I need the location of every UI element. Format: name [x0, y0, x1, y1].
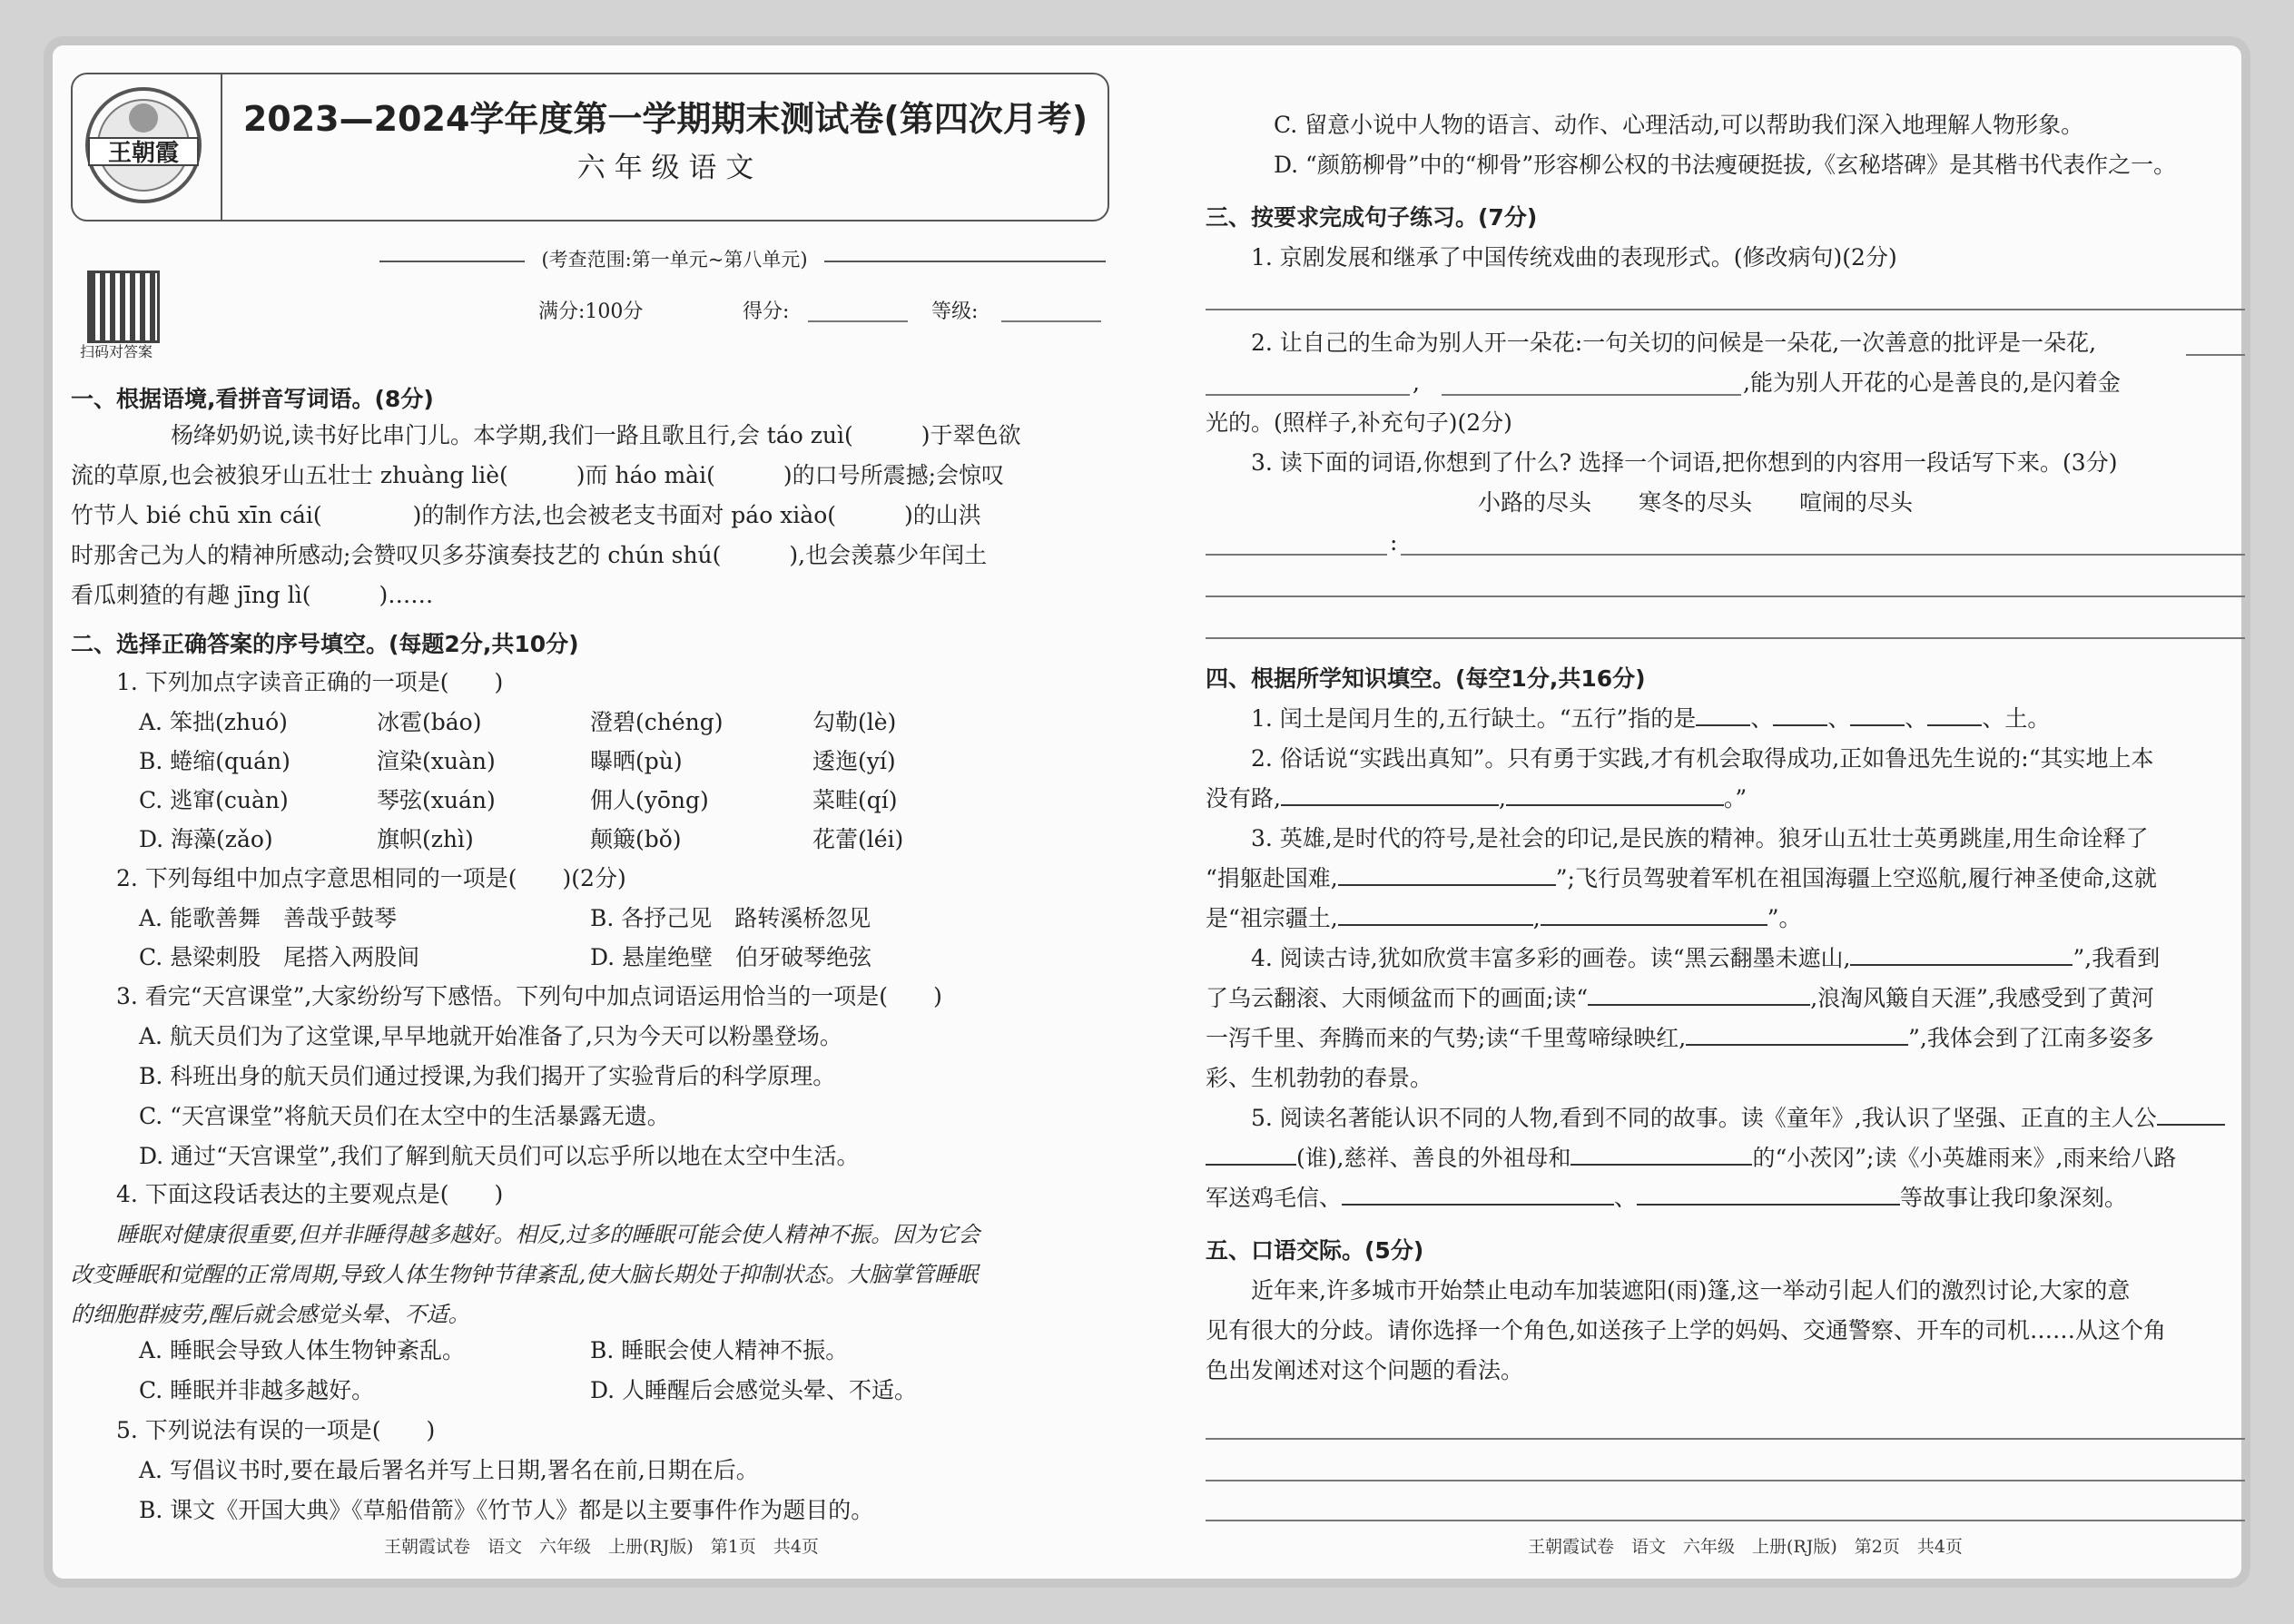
q1-item: C. 逃窜(cuàn) [139, 787, 289, 813]
sep: 、 [1827, 705, 1851, 732]
s3-q2-b: ,能为别人开花的心是善良的,是闪着金 [1743, 369, 2121, 396]
q5-option-b[interactable]: B. 课文《开国大典》《草船借箭》《竹节人》都是以主要事件作为题目的。 [139, 1497, 874, 1523]
s3-q2: 2. 让自己的生命为别人开一朵花:一句关切的问候是一朵花,一次善意的批评是一朵花, [1251, 330, 2097, 356]
continued-options [1274, 105, 2176, 185]
blank[interactable] [1637, 1184, 1900, 1206]
s1-line: 流的草原,也会被狼牙山五壮士 zhuàng liè( )而 háo mài( )的口号所震撼;会惊叹 [71, 462, 1005, 488]
blank[interactable] [1686, 1024, 1908, 1046]
q3-option-b[interactable]: B. 科班出身的航天员们通过授课,为我们揭开了实验背后的科学原理。 [139, 1063, 836, 1089]
s4-q5-end: 等故事让我印象深刻。 [1900, 1185, 2128, 1211]
s3-q2-blank[interactable] [1442, 394, 1741, 396]
s4-q4-text: 4. 阅读古诗,犹如欣赏丰富多彩的画卷。读“黑云翻墨未遮山, [1251, 945, 1851, 971]
s4-q5-text: 5. 阅读名著能认识不同的人物,看到不同的故事。读《童年》,我认识了坚强、正直的主人公 [1251, 1105, 2157, 1131]
q1-option-row[interactable] [139, 703, 1137, 742]
q3-option-d[interactable]: D. 通过“天宫课堂”,我们了解到航天员们可以忘乎所以地在太空中生活。 [139, 1143, 860, 1169]
q1-item: 渲染(xuàn) [377, 748, 496, 774]
blank[interactable] [1338, 864, 1556, 886]
q4-option-c[interactable]: C. 睡眠并非越多越好。 [139, 1377, 375, 1403]
s4-q1 [1251, 699, 2050, 739]
s3-q3-words [1478, 483, 1913, 523]
q4: 4. 下面这段话表达的主要观点是( ) [116, 1181, 504, 1207]
score-label: 得分: [743, 300, 790, 323]
s4-q3-b [1206, 859, 2157, 899]
s4-q5 [1251, 1098, 2225, 1138]
s4-q5-b [1206, 1138, 2176, 1178]
score-blank[interactable] [808, 320, 908, 322]
s4-q4-text: 了乌云翻滚、大雨倾盆而下的画面;读“ [1206, 985, 1589, 1011]
s4-q5-text: (谁),慈祥、善良的外祖母和 [1296, 1145, 1571, 1171]
s4-q2-end: 。” [1723, 785, 1748, 812]
q1-item: 勾勒(lè) [812, 709, 897, 735]
grade-label: 等级: [931, 300, 979, 323]
blank[interactable] [1281, 784, 1499, 806]
logo [80, 82, 207, 209]
s1-line: 杨绛奶奶说,读书好比串门儿。本学期,我们一路且歌且行,会 táo zuì( )于翠色欲 [171, 422, 1021, 448]
q3-option-c[interactable]: C. “天宫课堂”将航天员们在太空中的生活暴露无遗。 [139, 1103, 670, 1129]
q2-option-d[interactable]: D. 悬崖绝壁 伯牙破琴绝弦 [590, 944, 872, 970]
exam-sheet [44, 36, 2250, 1588]
s4-q5-d: 军送鸡毛信、 、 等故事让我印象深刻。 [1206, 1185, 2128, 1211]
colon: : [1390, 529, 1398, 556]
full-score: 满分:100分 [538, 300, 644, 323]
s4-q1-end: 土。 [2004, 705, 2051, 732]
s4-q3-text: 是“祖宗疆土, [1206, 905, 1338, 931]
blank[interactable] [1570, 1144, 1752, 1166]
q1-option-row[interactable] [139, 742, 1137, 781]
prev-option-d[interactable]: D. “颜筋柳骨”中的“柳骨”形容柳公权的书法瘦硬挺拔,《玄秘塔碑》是其楷书代表作之一。 [1274, 152, 2177, 178]
section-4-title: 四、根据所学知识填空。(每空1分,共16分) [1206, 665, 1646, 692]
s4-q2-text: 没有路, [1206, 785, 1281, 812]
q1-item: 花蕾(léi) [812, 826, 904, 852]
q4-option-b[interactable]: B. 睡眠会使人精神不振。 [590, 1337, 849, 1363]
s4-q3-d: 是“祖宗疆土, , ”。 [1206, 905, 1802, 931]
s3-q2-c: 光的。(照样子,补充句子)(2分) [1206, 409, 1512, 436]
s3-q3-topic-line[interactable] [1206, 554, 1387, 556]
blank[interactable] [1850, 704, 1905, 726]
sep: 、 [1750, 705, 1774, 732]
s4-q5-text: 的“小茨冈”;读《小英雄雨来》,雨来给八路 [1752, 1145, 2177, 1171]
s4-q4-text: ”,我体会到了江南多姿多 [1908, 1025, 2154, 1051]
s5-answer-line[interactable] [1206, 1520, 2245, 1521]
s4-q3-end: ”。 [1767, 905, 1802, 931]
q1-item: A. 笨拙(zhuó) [139, 709, 288, 735]
blank[interactable] [1206, 1144, 1296, 1166]
grade-blank[interactable] [1001, 320, 1101, 322]
prev-option-c[interactable]: C. 留意小说中人物的语言、动作、心理活动,可以帮助我们深入地理解人物形象。 [1274, 112, 2084, 138]
q1-item: 曝晒(pù) [590, 748, 683, 774]
section-1-title: 一、根据语境,看拼音写词语。(8分) [71, 386, 434, 412]
q2-option-a[interactable]: A. 能歌善舞 善哉乎鼓琴 [139, 905, 397, 931]
qr-label: 扫码对答案 [80, 343, 153, 360]
blank[interactable] [1342, 1184, 1614, 1206]
q4-passage [71, 1215, 1142, 1334]
s1-line: 时那舍己为人的精神所感动;会赞叹贝多芬演奏技艺的 chún shú( ),也会羡慕少年闰土 [71, 542, 988, 568]
q4-line: 改变睡眠和觉醒的正常周期,导致人体生物钟节律紊乱,使大脑长期处于抑制状态。大脑掌管睡眠 [71, 1262, 979, 1287]
q1-item: 琴弦(xuán) [377, 787, 496, 813]
sep: 、 [1982, 705, 2005, 732]
q4-line: 的细胞群疲劳,醒后就会感觉头晕、不适。 [71, 1302, 470, 1327]
q1-item: B. 蜷缩(quán) [139, 748, 290, 774]
s3-q1-answer-line[interactable] [1206, 309, 2245, 310]
s4-q4-e [1206, 1019, 2154, 1058]
blank[interactable] [1773, 704, 1827, 726]
q1-item: 冰雹(báo) [377, 709, 482, 735]
q4-options [139, 1331, 1137, 1411]
s4-q4-text: ”,我看到 [2072, 945, 2161, 971]
footer-left: 王朝霞试卷 语文 六年级 上册(RJ版) 第1页 共4页 [384, 1537, 819, 1557]
q5-options [139, 1451, 873, 1530]
q2: 2. 下列每组中加点字意思相同的一项是( )(2分) [116, 865, 626, 891]
section-2-title: 二、选择正确答案的序号填空。(每题2分,共10分) [71, 631, 579, 657]
s3-q3-answer-line[interactable] [1206, 637, 2245, 639]
scope-rule-left [379, 261, 525, 262]
q1-options [139, 703, 1137, 859]
s4-q5-text: 军送鸡毛信、 [1206, 1185, 1343, 1211]
s1-line: 看瓜刺猹的有趣 jīng lì( )…… [71, 582, 434, 608]
s3-q3: 3. 读下面的词语,你想到了什么? 选择一个词语,把你想到的内容用一段话写下来。(3分) [1251, 449, 2118, 476]
s4-q4-c [1206, 979, 2154, 1019]
page-title: 2023—2024学年度第一学期期末测试卷(第四次月考) [242, 99, 1088, 139]
q4-option-a[interactable]: A. 睡眠会导致人体生物钟紊乱。 [139, 1337, 465, 1363]
q1-item: D. 海藻(zǎo) [139, 826, 273, 852]
s4-q3-text: ”;飞行员驾驶着军机在祖国海疆上空巡航,履行神圣使命,这就 [1555, 865, 2157, 891]
s4-q4-g: 彩、生机勃勃的春景。 [1206, 1065, 1433, 1091]
s3-q2-blank[interactable] [2186, 354, 2245, 356]
section-5-title: 五、口语交际。(5分) [1206, 1237, 1424, 1264]
q1-item: 旗帜(zhì) [377, 826, 474, 852]
s4-q3-text: “捐躯赴国难, [1206, 865, 1338, 891]
blank[interactable] [1927, 704, 1982, 726]
exam-range: (考查范围:第一单元~第八单元) [541, 249, 808, 271]
comma: , [1413, 369, 1420, 396]
blank[interactable] [1541, 904, 1767, 926]
q3-option-a[interactable]: A. 航天员们为了这堂课,早早地就开始准备了,只为今天可以粉墨登场。 [139, 1023, 842, 1049]
blank[interactable] [1506, 784, 1724, 806]
section-1-text [71, 416, 1142, 615]
s3-q2-blank[interactable] [1206, 394, 1410, 396]
s5-line: 见有很大的分歧。请你选择一个角色,如送孩子上学的妈妈、交通警察、开车的司机……从这个角 [1206, 1317, 2166, 1343]
q5-option-a[interactable]: A. 写倡议书时,要在最后署名并写上日期,署名在前,日期在后。 [139, 1457, 759, 1483]
blank[interactable] [1338, 904, 1533, 926]
q2-option-c[interactable]: C. 悬梁刺股 尾搭入两股间 [139, 944, 420, 970]
logo-text: 王朝霞 [107, 140, 180, 167]
s5-text [1206, 1271, 2250, 1391]
s4-q4-text: ,浪淘风簸自天涯”,我感受到了黄河 [1810, 985, 2154, 1011]
sep: 、 [1905, 705, 1928, 732]
q1-option-row[interactable] [139, 820, 1137, 859]
q3-options [139, 1017, 860, 1176]
s3-q3-answer-line[interactable] [1206, 595, 2245, 597]
q1-item: 颠簸(bǒ) [590, 826, 682, 852]
s5-answer-line[interactable] [1206, 1438, 2245, 1440]
s5-answer-line[interactable] [1206, 1480, 2245, 1481]
q1-item: 佣人(yōng) [590, 787, 709, 813]
q2-options [139, 899, 1137, 977]
q2-option-b[interactable]: B. 各抒己见 路转溪桥忽见 [590, 905, 871, 931]
word-option[interactable]: 寒冬的尽头 [1639, 489, 1753, 516]
q1-option-row[interactable] [139, 781, 1137, 820]
word-option[interactable]: 小路的尽头 [1478, 489, 1592, 516]
s4-q1-text: 1. 闰土是闰月生的,五行缺土。“五行”指的是 [1251, 705, 1697, 732]
scope-rule-right [824, 261, 1106, 262]
q1-item: 菜畦(qí) [812, 787, 898, 813]
section-3-title: 三、按要求完成句子练习。(7分) [1206, 204, 1538, 231]
blank[interactable] [2157, 1104, 2225, 1126]
blank[interactable] [1588, 984, 1810, 1006]
s4-q2: 2. 俗话说“实践出真知”。只有勇于实践,才有机会取得成功,正如鲁迅先生说的:“其实地上本 [1251, 745, 2154, 772]
s3-q1: 1. 京剧发展和继承了中国传统戏曲的表现形式。(修改病句)(2分) [1251, 244, 1897, 271]
q4-option-d[interactable]: D. 人睡醒后会感觉头晕、不适。 [590, 1377, 918, 1403]
blank[interactable] [1850, 944, 2072, 966]
q1-item: 澄碧(chéng) [590, 709, 724, 735]
s1-line: 竹节人 bié chū xīn cái( )的制作方法,也会被老支书面对 páo xiào( )的山洪 [71, 502, 981, 528]
s4-q3: 3. 英雄,是时代的符号,是社会的印记,是民族的精神。狼牙山五壮士英勇跳崖,用生命诠释了 [1251, 825, 2149, 851]
footer-right: 王朝霞试卷 语文 六年级 上册(RJ版) 第2页 共4页 [1528, 1537, 1963, 1557]
page-subtitle: 六 年 级 语 文 [576, 152, 754, 184]
q4-line: 睡眠对健康很重要,但并非睡得越多越好。相反,过多的睡眠可能会使人精神不振。因为它会 [116, 1222, 980, 1247]
s5-line: 近年来,许多城市开始禁止电动车加装遮阳(雨)篷,这一举动引起人们的激烈讨论,大家的意 [1251, 1277, 2131, 1304]
blank[interactable] [1696, 704, 1750, 726]
s5-line: 色出发阐述对这个问题的看法。 [1206, 1357, 1524, 1383]
qr-code[interactable] [87, 271, 160, 343]
q1: 1. 下列加点字读音正确的一项是( ) [116, 669, 504, 695]
header-divider [221, 73, 222, 220]
word-option[interactable]: 喧闹的尽头 [1799, 489, 1914, 516]
s3-q3-answer-line[interactable] [1401, 554, 2245, 556]
s4-q4-text: 一泻千里、奔腾而来的气势;读“千里莺啼绿映红, [1206, 1025, 1687, 1051]
s4-q2-b: 没有路, , 。” [1206, 785, 1748, 812]
s4-q4 [1251, 939, 2160, 979]
q5: 5. 下列说法有误的一项是( ) [116, 1417, 436, 1443]
q1-item: 逶迤(yí) [812, 748, 896, 774]
q3: 3. 看完“天宫课堂”,大家纷纷写下感悟。下列句中加点词语运用恰当的一项是( ) [116, 983, 942, 1009]
